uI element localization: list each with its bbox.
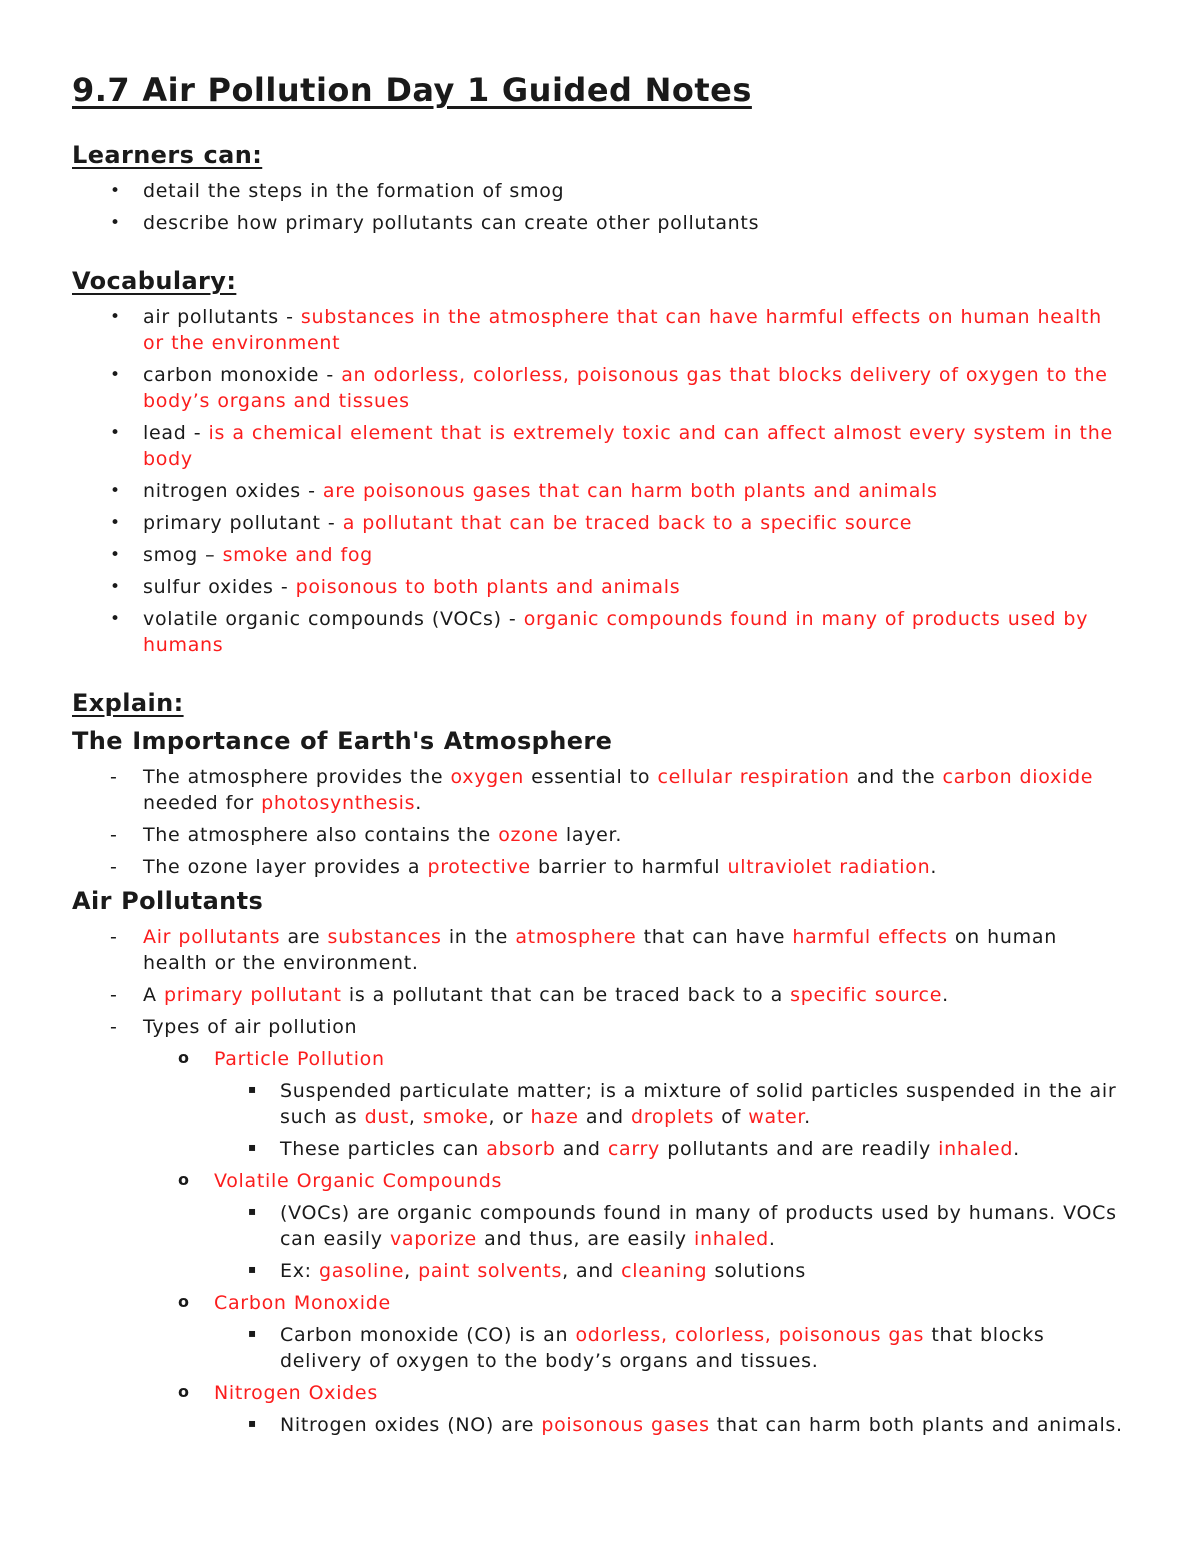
- pollution-type-label: Volatile Organic Compounds: [214, 1170, 503, 1192]
- dash-icon: -: [110, 1016, 118, 1038]
- vocab-item: [72, 304, 1128, 356]
- pollution-detail-text: Ex: gasoline, paint solvents, and cleaning solutions: [280, 1260, 806, 1282]
- section-learners: [72, 140, 1128, 236]
- vocab-item-text: smog – smoke and fog: [143, 544, 373, 566]
- air-item: [72, 924, 1128, 976]
- pollution-detail-text: (VOCs) are organic compounds found in many of products used by humans. VOCs can easily vaporize and thus, are easily inhaled.: [280, 1202, 1117, 1250]
- square-bullet-icon: ▪: [248, 1326, 257, 1340]
- circle-bullet-icon: o: [178, 1382, 190, 1401]
- dash-icon: -: [110, 984, 118, 1006]
- section-explain: [72, 688, 1128, 880]
- air-item: [72, 1014, 1128, 1040]
- pollution-detail: [72, 1258, 1128, 1284]
- learner-item-text: detail the steps in the formation of smog: [143, 180, 565, 202]
- pollution-type-label: Particle Pollution: [214, 1048, 385, 1070]
- pollution-type-voc: [72, 1168, 1128, 1194]
- explain-heading: Explain:: [72, 689, 184, 717]
- bullet-icon: •: [110, 513, 121, 533]
- pollution-detail: [72, 1412, 1128, 1438]
- explain-item-text: The atmosphere provides the oxygen essential to cellular respiration and the carbon dioxide needed for photosynthesis.: [143, 766, 1094, 814]
- square-bullet-icon: ▪: [248, 1416, 257, 1430]
- pollution-type-label: Nitrogen Oxides: [214, 1382, 378, 1404]
- explain-item-text: The atmosphere also contains the ozone layer.: [143, 824, 623, 846]
- section-air-pollutants: [72, 886, 1128, 1438]
- vocab-item: [72, 542, 1128, 568]
- pollution-detail-text: Suspended particulate matter; is a mixture of solid particles suspended in the air such as dust, smoke, or haze and droplets of water.: [280, 1080, 1117, 1128]
- vocab-item: [72, 420, 1128, 472]
- explain-item: [72, 764, 1128, 816]
- air-item-text: A primary pollutant is a pollutant that can be traced back to a specific source.: [143, 984, 949, 1006]
- learner-item: [72, 178, 1128, 204]
- air-item-text: Types of air pollution: [143, 1016, 358, 1038]
- pollution-detail: [72, 1078, 1128, 1130]
- vocab-item-text: sulfur oxides - poisonous to both plants and animals: [143, 576, 681, 598]
- bullet-icon: •: [110, 213, 121, 233]
- vocab-item: [72, 362, 1128, 414]
- pollution-detail: [72, 1136, 1128, 1162]
- dash-icon: -: [110, 856, 118, 878]
- pollution-type-particle: [72, 1046, 1128, 1072]
- section-vocabulary: [72, 266, 1128, 658]
- learner-item: [72, 210, 1128, 236]
- dash-icon: -: [110, 766, 118, 788]
- bullet-icon: •: [110, 307, 121, 327]
- bullet-icon: •: [110, 545, 121, 565]
- bullet-icon: •: [110, 609, 121, 629]
- circle-bullet-icon: o: [178, 1170, 190, 1189]
- explain-item-text: The ozone layer provides a protective barrier to harmful ultraviolet radiation.: [143, 856, 938, 878]
- vocab-item: [72, 574, 1128, 600]
- square-bullet-icon: ▪: [248, 1204, 257, 1218]
- importance-subheading: The Importance of Earth's Atmosphere: [72, 727, 613, 755]
- bullet-icon: •: [110, 181, 121, 201]
- vocab-item-text: air pollutants - substances in the atmosphere that can have harmful effects on human health or the environment: [143, 306, 1102, 354]
- bullet-icon: •: [110, 577, 121, 597]
- bullet-icon: •: [110, 365, 121, 385]
- vocab-item: [72, 510, 1128, 536]
- vocab-item-text: lead - is a chemical element that is extremely toxic and can affect almost every system in the body: [143, 422, 1113, 470]
- vocab-item: [72, 606, 1128, 658]
- circle-bullet-icon: o: [178, 1048, 190, 1067]
- vocab-item-text: primary pollutant - a pollutant that can be traced back to a specific source: [143, 512, 913, 534]
- pollution-detail: [72, 1200, 1128, 1252]
- bullet-icon: •: [110, 423, 121, 443]
- square-bullet-icon: ▪: [248, 1262, 257, 1276]
- pollution-detail: [72, 1322, 1128, 1374]
- air-pollutants-heading: Air Pollutants: [72, 887, 264, 915]
- square-bullet-icon: ▪: [248, 1082, 257, 1096]
- document-title: 9.7 Air Pollution Day 1 Guided Notes: [72, 71, 752, 109]
- air-item-text: Air pollutants are substances in the atmosphere that can have harmful effects on human health or the environment.: [143, 926, 1057, 974]
- learners-heading: Learners can:: [72, 141, 263, 169]
- vocab-item-text: volatile organic compounds (VOCs) - organic compounds found in many of products used by humans: [143, 608, 1089, 656]
- explain-item: [72, 822, 1128, 848]
- pollution-type-label: Carbon Monoxide: [214, 1292, 391, 1314]
- learner-item-text: describe how primary pollutants can create other pollutants: [143, 212, 760, 234]
- vocab-item-text: nitrogen oxides - are poisonous gases that can harm both plants and animals: [143, 480, 938, 502]
- bullet-icon: •: [110, 481, 121, 501]
- dash-icon: -: [110, 926, 118, 948]
- pollution-detail-text: Carbon monoxide (CO) is an odorless, colorless, poisonous gas that blocks delivery of oxygen to the body’s organs and tissues.: [280, 1324, 1045, 1372]
- vocab-item: [72, 478, 1128, 504]
- pollution-detail-text: These particles can absorb and carry pollutants and are readily inhaled.: [280, 1138, 1020, 1160]
- pollution-detail-text: Nitrogen oxides (NO) are poisonous gases that can harm both plants and animals.: [280, 1414, 1123, 1436]
- explain-item: [72, 854, 1128, 880]
- square-bullet-icon: ▪: [248, 1140, 257, 1154]
- air-item: [72, 982, 1128, 1008]
- dash-icon: -: [110, 824, 118, 846]
- vocab-item-text: carbon monoxide - an odorless, colorless, poisonous gas that blocks delivery of oxygen to the body’s organs and tissues: [143, 364, 1108, 412]
- vocabulary-heading: Vocabulary:: [72, 267, 237, 295]
- circle-bullet-icon: o: [178, 1292, 190, 1311]
- pollution-type-nitrogen-oxides: [72, 1380, 1128, 1406]
- pollution-type-carbon-monoxide: [72, 1290, 1128, 1316]
